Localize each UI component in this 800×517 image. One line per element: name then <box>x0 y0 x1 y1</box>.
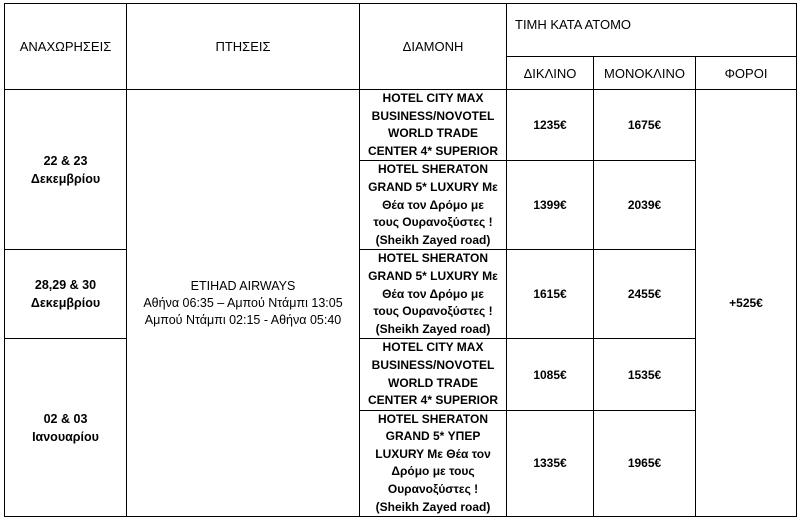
flight-details <box>127 90 360 517</box>
price-double: 1399€ <box>507 161 594 250</box>
price-single: 1535€ <box>594 339 696 410</box>
flight-return: Αμπού Ντάμπι 02:15 - Αθήνα 05:40 <box>144 312 342 327</box>
price-single: 1965€ <box>594 410 696 517</box>
header-double: ΔΙΚΛΙΝΟ <box>507 57 594 90</box>
header-taxes: ΦΟΡΟΙ <box>696 57 797 90</box>
pricing-table <box>4 3 797 517</box>
hotel-name: HOTEL SHERATON GRAND 5* ΥΠΕΡ LUXURY Με Θέα τον Δρόμο με τους Ουρανοξύστες ! (Sheikh Zayed road) <box>360 410 507 517</box>
price-double: 1085€ <box>507 339 594 410</box>
price-single: 2455€ <box>594 250 696 339</box>
departure-dates-3 <box>5 339 127 517</box>
header-price-per-person: ΤΙΜΗ ΚΑΤΑ ΑΤΟΜΟ <box>507 4 797 57</box>
header-single: ΜΟΝΟΚΛΙΝΟ <box>594 57 696 90</box>
hotel-name: HOTEL SHERATON GRAND 5* LUXURY Με Θέα τον Δρόμο με τους Ουρανοξύστες ! (Sheikh Zayed road) <box>360 250 507 339</box>
taxes-value: +525€ <box>696 90 797 517</box>
price-double: 1235€ <box>507 90 594 161</box>
departure-dates-line1: 02 & 03 <box>43 411 88 426</box>
price-double: 1615€ <box>507 250 594 339</box>
airline-name: ETIHAD AIRWAYS <box>190 278 296 293</box>
price-single: 1675€ <box>594 90 696 161</box>
departure-dates-line2: Δεκεμβρίου <box>30 171 101 186</box>
hotel-name: HOTEL CITY MAX BUSINESS/NOVOTEL WORLD TRADE CENTER 4* SUPERIOR <box>360 339 507 410</box>
departure-dates-1 <box>5 90 127 250</box>
departure-dates-line1: 28,29 & 30 <box>34 278 97 293</box>
price-double: 1335€ <box>507 410 594 517</box>
hotel-name: HOTEL SHERATON GRAND 5* LUXURY Με Θέα τον Δρόμο με τους Ουρανοξύστες ! (Sheikh Zayed road) <box>360 161 507 250</box>
departure-dates-line1: 22 & 23 <box>43 153 88 168</box>
hotel-name: HOTEL CITY MAX BUSINESS/NOVOTEL WORLD TRADE CENTER 4* SUPERIOR <box>360 90 507 161</box>
departure-dates-2 <box>5 250 127 339</box>
header-accommodation: ΔΙΑΜΟΝΗ <box>360 4 507 90</box>
departure-dates-line2: Ιανουαρίου <box>32 429 99 444</box>
header-departures: ΑΝΑΧΩΡΗΣΕΙΣ <box>5 4 127 90</box>
header-flights: ΠΤΗΣΕΙΣ <box>127 4 360 90</box>
flight-outbound: Αθήνα 06:35 – Αμπού Ντάμπι 13:05 <box>143 295 343 310</box>
departure-dates-line2: Δεκεμβρίου <box>30 296 101 311</box>
price-single: 2039€ <box>594 161 696 250</box>
